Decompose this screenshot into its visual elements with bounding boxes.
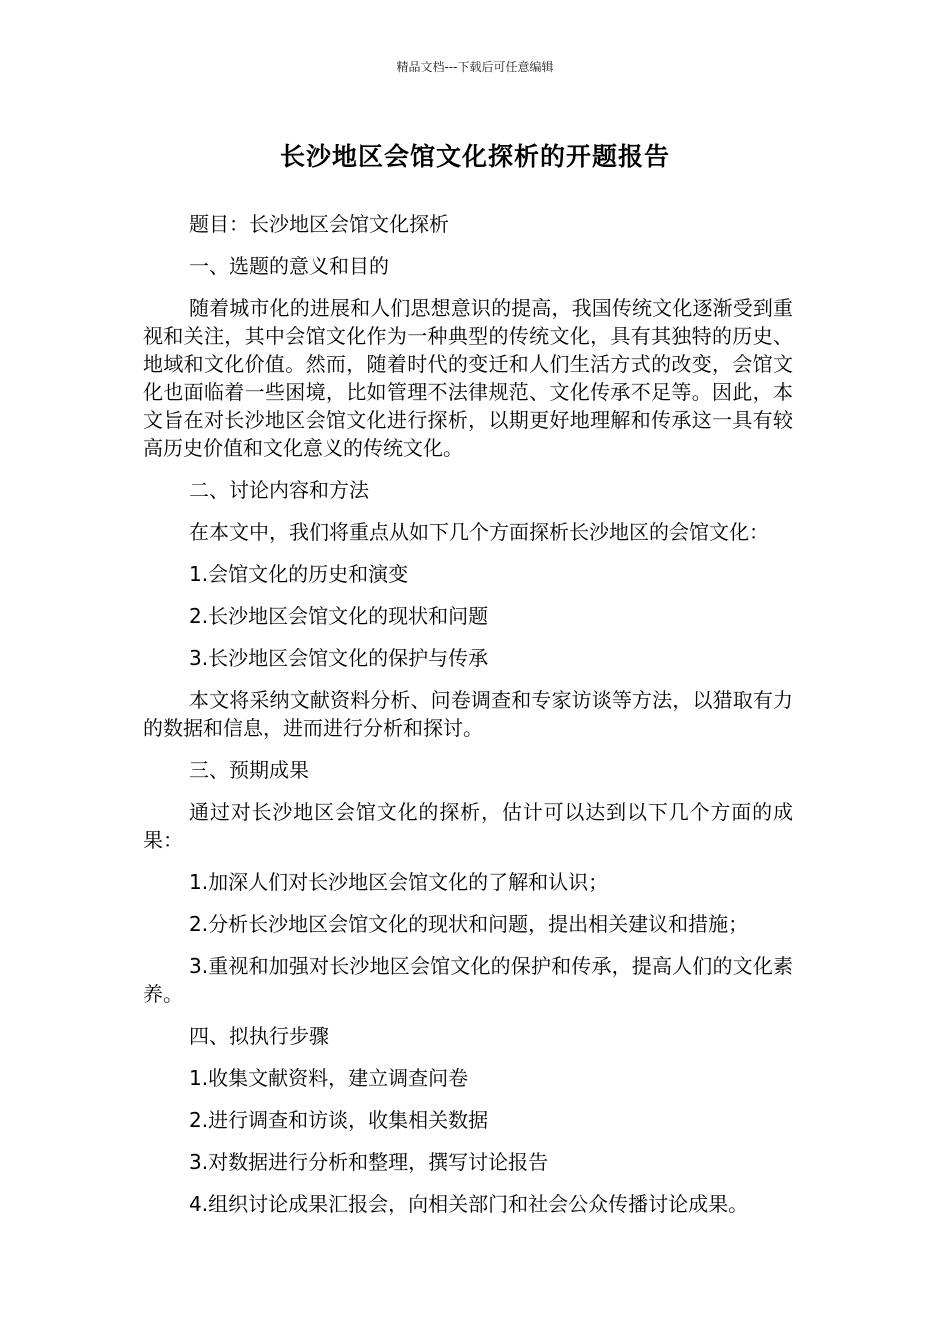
section-2-method: 本文将采纳文献资料分析、问卷调查和专家访谈等方法，以猎取有力的数据和信息，进而进行分析和探讨。 — [143, 688, 793, 740]
section-1-paragraph: 随着城市化的进展和人们思想意识的提高，我国传统文化逐渐受到重视和关注，其中会馆文化作为一种典型的传统文化，具有其独特的历史、地域和文化价值。然而，随着时代的变迁和人们生活方式的改变，会馆文化也面临着一些困境，比如管理不法律规范、文化传承不足等。因此，本文旨在对长沙地区会馆文化进行探析，以期更好地理解和传承这一具有较高历史价值和文化意义的传统文化。 — [143, 296, 793, 460]
list-item: 2.长沙地区会馆文化的现状和问题 — [189, 604, 489, 628]
section-heading-1: 一、选题的意义和目的 — [189, 254, 389, 278]
section-heading-3: 三、预期成果 — [189, 758, 309, 782]
list-item: 3.重视和加强对长沙地区会馆文化的保护和传承，提高人们的文化素养。 — [143, 954, 793, 1006]
list-item: 3.长沙地区会馆文化的保护与传承 — [189, 646, 489, 670]
section-heading-2: 二、讨论内容和方法 — [189, 478, 369, 502]
list-item: 2.进行调查和访谈，收集相关数据 — [189, 1108, 489, 1132]
list-item: 1.会馆文化的历史和演变 — [189, 562, 409, 586]
topic-line: 题目：长沙地区会馆文化探析 — [189, 212, 449, 236]
section-heading-4: 四、拟执行步骤 — [189, 1024, 329, 1048]
list-item: 1.加深人们对长沙地区会馆文化的了解和认识； — [189, 870, 609, 894]
section-3-intro: 通过对长沙地区会馆文化的探析，估计可以达到以下几个方面的成果： — [143, 800, 793, 852]
section-2-intro: 在本文中，我们将重点从如下几个方面探析长沙地区的会馆文化： — [189, 520, 769, 544]
list-item: 1.收集文献资料，建立调查问卷 — [189, 1066, 469, 1090]
document-title: 长沙地区会馆文化探析的开题报告 — [279, 142, 670, 171]
list-item: 2.分析长沙地区会馆文化的现状和问题，提出相关建议和措施； — [189, 912, 749, 936]
list-item: 3.对数据进行分析和整理，撰写讨论报告 — [189, 1150, 549, 1174]
header-note: 精品文档---下载后可任意编辑 — [396, 60, 554, 74]
document-body — [143, 210, 793, 1232]
list-item: 4.组织讨论成果汇报会，向相关部门和社会公众传播讨论成果。 — [189, 1192, 749, 1216]
